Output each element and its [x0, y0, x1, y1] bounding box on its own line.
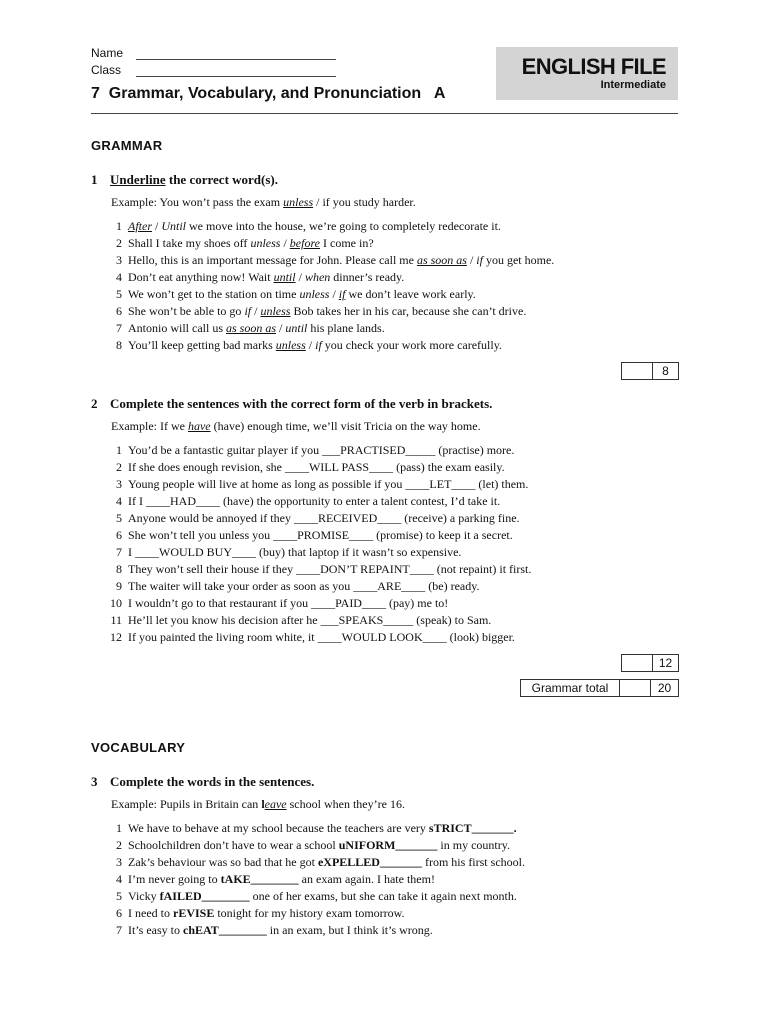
task3-item-4-text-1: I’m never going to	[128, 872, 221, 886]
brand-subtitle: Intermediate	[600, 79, 666, 91]
task3-item-4-text-4: an exam again. I hate them!	[298, 872, 435, 886]
task2-item-9-text-1: The waiter will take your order as soon as you ____ARE____ (be) ready.	[128, 579, 480, 593]
task2-item-2-text-1: If she does enough revision, she ____WILL PASS____ (pass) the exam easily.	[128, 460, 505, 474]
task2-item-11-text-1: He’ll let you know his decision after he ___SPEAKS_____ (speak) to Sam.	[128, 613, 492, 627]
task2-item-10-text-1: I wouldn’t go to that restaurant if you ____PAID____ (pay) me to!	[128, 596, 449, 610]
task3-item-7-text-4: in an exam, but I think it’s wrong.	[266, 923, 433, 937]
task3-item-7-text-2: c	[183, 923, 189, 937]
task1-example	[111, 195, 416, 210]
task3-item-number: 4	[116, 872, 122, 886]
task2-item-number: 5	[116, 511, 122, 525]
task2-score-max: 12	[658, 656, 673, 670]
task1-item-6-text-4: unless	[260, 304, 291, 318]
task3-item-3-text-2: e	[317, 855, 324, 869]
task1-item-5-text-2: unless	[299, 287, 330, 301]
grammar-heading: GRAMMAR	[91, 138, 163, 153]
task1-item-1-text-1: After	[128, 219, 152, 233]
name-field[interactable]	[136, 59, 336, 60]
task1-item-6-text-5: Bob takes her in his car, because she can’t drive.	[290, 304, 527, 318]
task2-item-8	[107, 561, 531, 578]
task1-item-3-text-4: if	[476, 253, 483, 267]
task2-list	[107, 442, 531, 646]
task1-item-5-text-4: if	[338, 287, 346, 301]
task1-item-2-text-2: unless	[250, 236, 281, 250]
grammar-total-input[interactable]	[620, 680, 651, 696]
task3-item-5-text-3: AILED________	[163, 889, 250, 903]
task1-item-4-text-2: until	[273, 270, 296, 284]
task1-item-8	[107, 337, 554, 354]
task3-item-6-text-3: EVISE	[178, 906, 215, 920]
task1-item-2-text-1: Shall I take my shoes off	[128, 236, 251, 250]
task1-item-8-text-3: /	[305, 338, 316, 352]
task1-item-7-text-5: his plane lands.	[307, 321, 385, 335]
task3-example-text-3: eave	[264, 797, 287, 811]
task3-item-2-text-2: u	[338, 838, 346, 852]
task3-number: 3	[91, 774, 98, 789]
task1-item-2-text-3: /	[280, 236, 290, 250]
task2-item-2	[107, 459, 531, 476]
task1-item-number: 1	[116, 219, 122, 233]
task2-item-9	[107, 578, 531, 595]
task2-item-number: 8	[116, 562, 122, 576]
task3-item-1-text-2: s	[428, 821, 434, 835]
task2-item-number: 1	[116, 443, 122, 457]
task3-item-3-text-1: Zak’s behaviour was so bad that he got	[128, 855, 318, 869]
task3-item-6-text-2: r	[172, 906, 179, 920]
task1-item-8-text-1: You’ll keep getting bad marks	[128, 338, 276, 352]
task3-example-text-4: school when they’re 16.	[286, 797, 405, 811]
task1-item-3-text-2: as soon as	[416, 253, 467, 267]
task2-item-3-text-1: Young people will live at home as long as possible if you ____LET____ (let) them.	[128, 477, 529, 491]
task1-item-5	[107, 286, 554, 303]
task1-item-number: 4	[116, 270, 122, 284]
task2-item-6-text-1: She won’t tell you unless you ____PROMISE____ (promise) to keep it a secret.	[128, 528, 513, 542]
task2-score-input[interactable]	[622, 655, 653, 671]
task1-item-number: 2	[116, 236, 122, 250]
task1-instruction	[91, 172, 278, 188]
task1-item-1-text-2: /	[152, 219, 162, 233]
task1-item-number: 7	[116, 321, 122, 335]
task1-item-1-text-3: Until	[161, 219, 187, 233]
task1-score-box	[621, 362, 679, 380]
task3-item-7	[107, 922, 525, 939]
task2-instruction-text: Complete the sentences with the correct form of the verb in brackets.	[110, 396, 493, 411]
task2-item-number: 10	[110, 596, 122, 610]
task2-instruction	[91, 396, 492, 412]
task1-item-3-text-5: you get home.	[482, 253, 555, 267]
task2-score-box	[621, 654, 679, 672]
task1-item-6-text-3: /	[251, 304, 261, 318]
task3-item-number: 5	[116, 889, 122, 903]
task1-item-7-text-3: /	[276, 321, 286, 335]
task3-instruction	[91, 774, 314, 790]
task3-example	[111, 797, 405, 812]
task3-item-number: 7	[116, 923, 122, 937]
task2-item-number: 6	[116, 528, 122, 542]
name-label: Name	[91, 46, 124, 60]
task1-item-3-text-3: /	[466, 253, 477, 267]
task1-item-number: 8	[116, 338, 122, 352]
task2-item-4	[107, 493, 531, 510]
task1-example-text-2: unless	[283, 195, 314, 209]
task3-item-6-text-4: tonight for my history exam tomorrow.	[214, 906, 405, 920]
grammar-total-label: Grammar total	[521, 680, 620, 696]
task3-item-3	[107, 854, 525, 871]
task3-item-3-text-3: XPELLED_______	[323, 855, 422, 869]
task1-example-text-3: / if you study harder.	[313, 195, 416, 209]
task1-item-6-text-1: She won’t be able to go	[128, 304, 245, 318]
task1-item-6-text-2: if	[244, 304, 252, 318]
task2-item-number: 9	[116, 579, 122, 593]
task1-item-3	[107, 252, 554, 269]
task2-item-12	[107, 629, 531, 646]
task2-item-number: 11	[110, 613, 122, 627]
task1-item-1	[107, 218, 554, 235]
task1-example-text-1: Example: You won’t pass the exam	[111, 195, 284, 209]
task3-instruction-text: Complete the words in the sentences.	[110, 774, 315, 789]
task1-item-5-text-1: We won’t get to the station on time	[128, 287, 300, 301]
task2-item-3	[107, 476, 531, 493]
task1-item-3-text-1: Hello, this is an important message for John. Please call me	[128, 253, 417, 267]
class-field[interactable]	[136, 76, 336, 77]
task3-item-5-text-1: Vicky	[128, 889, 160, 903]
task2-item-7	[107, 544, 531, 561]
task1-instruction-text: the correct word(s).	[165, 172, 279, 187]
task1-item-number: 6	[116, 304, 122, 318]
task3-item-2-text-1: Schoolchildren don’t have to wear a school	[128, 838, 339, 852]
task1-score-max: 8	[662, 364, 669, 378]
task3-item-7-text-3: hEAT________	[188, 923, 267, 937]
task1-item-4-text-5: dinner’s ready.	[330, 270, 405, 284]
task1-item-2-text-4: before	[289, 236, 320, 250]
task3-item-6	[107, 905, 525, 922]
task2-item-number: 2	[116, 460, 122, 474]
task1-item-7-text-1: Antonio will call us	[128, 321, 226, 335]
task1-item-4-text-3: /	[295, 270, 305, 284]
task3-item-1-text-1: We have to behave at my school because the teachers are very	[128, 821, 429, 835]
task2-example-text-3: (have) enough time, we’ll visit Tricia on the way home.	[210, 419, 481, 433]
task1-item-4	[107, 269, 554, 286]
task3-item-1-text-3: TRICT_______.	[433, 821, 517, 835]
task2-example-text-2: have	[187, 419, 211, 433]
task3-item-7-text-1: It’s easy to	[128, 923, 183, 937]
task2-item-5-text-1: Anyone would be annoyed if they ____RECEIVED____ (receive) a parking fine.	[128, 511, 520, 525]
task3-item-number: 1	[116, 821, 122, 835]
task2-example	[111, 419, 481, 434]
task1-number: 1	[91, 172, 98, 187]
task1-item-2-text-5: I come in?	[320, 236, 374, 250]
task1-item-6	[107, 303, 554, 320]
task3-item-2-text-3: NIFORM_______	[345, 838, 438, 852]
task1-item-4-text-1: Don’t eat anything now! Wait	[128, 270, 274, 284]
task2-item-6	[107, 527, 531, 544]
task2-item-8-text-1: They won’t sell their house if they ____DON’T REPAINT____ (not repaint) it first.	[128, 562, 532, 576]
task2-item-1-text-1: You’d be a fantastic guitar player if you ___PRACTISED_____ (practise) more.	[128, 443, 515, 457]
task1-score-input[interactable]	[622, 363, 653, 379]
task1-item-7-text-4: until	[285, 321, 308, 335]
task2-example-text-1: Example: If we	[111, 419, 188, 433]
task1-item-1-text-4: we move into the house, we’re going to completely redecorate it.	[186, 219, 501, 233]
task3-example-text-1: Example: Pupils in Britain can	[111, 797, 262, 811]
task2-item-number: 7	[116, 545, 122, 559]
task1-list	[107, 218, 554, 354]
task3-item-4	[107, 871, 525, 888]
task3-list	[107, 820, 525, 939]
task1-item-2	[107, 235, 554, 252]
task2-item-12-text-1: If you painted the living room white, it ____WOULD LOOK____ (look) bigger.	[128, 630, 515, 644]
task1-instruction-underlined: Underline	[110, 172, 166, 187]
task3-item-5	[107, 888, 525, 905]
task2-item-4-text-1: If I ____HAD____ (have) the opportunity to enter a talent contest, I’d take it.	[128, 494, 501, 508]
vocabulary-heading: VOCABULARY	[91, 740, 186, 755]
task2-item-number: 3	[116, 477, 122, 491]
task1-item-number: 3	[116, 253, 122, 267]
task3-item-5-text-4: one of her exams, but she can take it again next month.	[249, 889, 517, 903]
task2-number: 2	[91, 396, 98, 411]
task1-item-number: 5	[116, 287, 122, 301]
task1-item-8-text-5: you check your work more carefully.	[321, 338, 502, 352]
task1-item-8-text-2: unless	[275, 338, 306, 352]
task2-item-number: 12	[110, 630, 122, 644]
task2-item-1	[107, 442, 531, 459]
task1-item-7	[107, 320, 554, 337]
task2-item-10	[107, 595, 531, 612]
task3-item-number: 3	[116, 855, 122, 869]
unit-title: 7 Grammar, Vocabulary, and Pronunciation A	[91, 85, 446, 102]
task3-item-4-text-2: t	[220, 872, 225, 886]
task3-item-4-text-3: AKE________	[224, 872, 299, 886]
task3-item-number: 6	[116, 906, 122, 920]
task3-item-5-text-2: f	[159, 889, 164, 903]
task3-item-number: 2	[116, 838, 122, 852]
task1-item-4-text-4: when	[304, 270, 331, 284]
task3-item-2	[107, 837, 525, 854]
grammar-total-box	[520, 679, 679, 697]
class-label: Class	[91, 63, 122, 77]
task3-item-2-text-4: in my country.	[437, 838, 510, 852]
task2-item-7-text-1: I ____WOULD BUY____ (buy) that laptop if it wasn’t so expensive.	[128, 545, 462, 559]
task3-item-1	[107, 820, 525, 837]
brand-logo	[496, 47, 678, 100]
header-divider	[91, 113, 678, 114]
task3-item-6-text-1: I need to	[128, 906, 173, 920]
brand-title: ENGLISH FILE	[521, 54, 666, 79]
task1-item-5-text-3: /	[329, 287, 339, 301]
grammar-total-max: 20	[657, 681, 672, 695]
task2-item-11	[107, 612, 531, 629]
task2-item-number: 4	[116, 494, 122, 508]
task3-item-3-text-4: from his first school.	[421, 855, 525, 869]
task2-item-5	[107, 510, 531, 527]
task1-item-5-text-5: we don’t leave work early.	[345, 287, 476, 301]
task1-item-7-text-2: as soon as	[226, 321, 277, 335]
task1-item-8-text-4: if	[315, 338, 322, 352]
task3-example-text-2: l	[261, 797, 265, 811]
